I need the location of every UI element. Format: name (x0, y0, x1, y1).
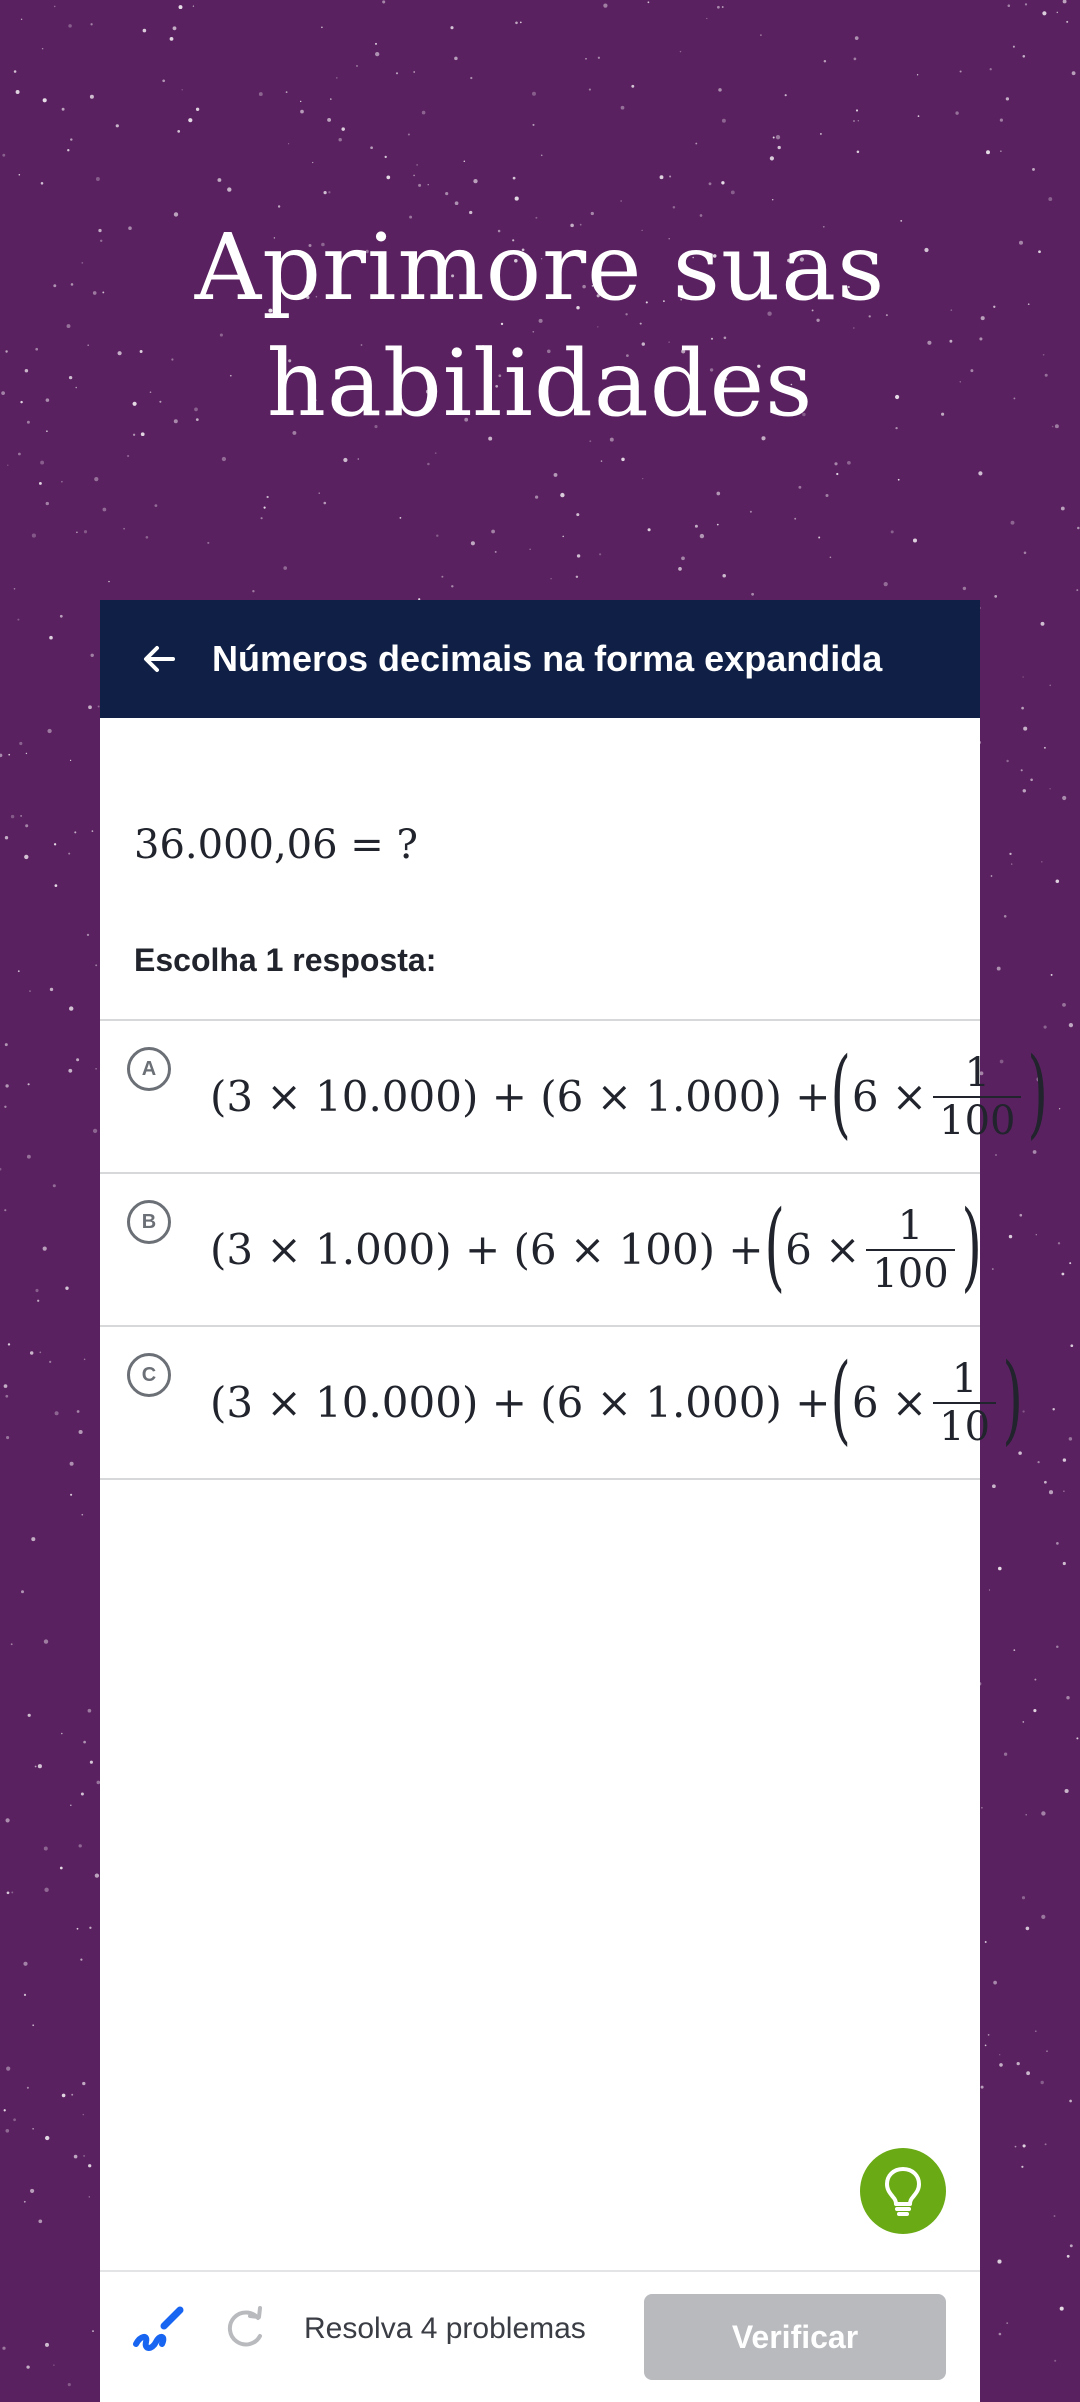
option-letter-a: A (127, 1047, 171, 1091)
answer-option-b[interactable] (100, 1174, 980, 1327)
option-b-open-paren: ( (764, 1189, 785, 1302)
back-arrow-icon (139, 639, 179, 679)
option-b-numerator: 1 (897, 1202, 924, 1249)
hero-title-line-1: Aprimore suas (194, 214, 886, 321)
option-a-close-paren: ) (1027, 1036, 1049, 1149)
answer-option-a[interactable] (100, 1021, 1049, 1174)
option-a-terms: (3 × 10.000) + (6 × 1.000) + (210, 1072, 831, 1121)
option-c-fraction (933, 1356, 996, 1450)
option-b-fraction (866, 1203, 954, 1297)
option-c-coefficient: 6 × (851, 1378, 928, 1427)
option-b-terms: (3 × 1.000) + (6 × 100) + (210, 1225, 764, 1274)
option-math-a (210, 1021, 1049, 1172)
option-b-coefficient: 6 × (785, 1225, 861, 1274)
option-c-denominator: 10 (933, 1402, 996, 1450)
option-letter-b: B (127, 1200, 171, 1244)
option-a-open-paren: ( (830, 1036, 852, 1149)
option-math-b (210, 1174, 982, 1325)
check-button[interactable]: Verificar (644, 2294, 946, 2380)
back-button[interactable] (136, 636, 182, 682)
lightbulb-icon (880, 2165, 926, 2217)
hint-button[interactable] (860, 2148, 946, 2234)
redo-icon[interactable] (220, 2304, 270, 2354)
option-a-coefficient: 6 × (851, 1072, 928, 1121)
option-a-numerator: 1 (964, 1049, 991, 1096)
option-math-c (210, 1327, 1023, 1478)
option-letter-c: C (127, 1353, 171, 1397)
option-a-denominator: 100 (933, 1096, 1021, 1144)
option-a-fraction (933, 1050, 1021, 1144)
option-c-open-paren: ( (830, 1342, 852, 1455)
exercise-title: Números decimais na forma expandida (212, 638, 883, 679)
hero-title-line-2: habilidades (266, 330, 814, 437)
answer-options (100, 1019, 1049, 1480)
question-text: 36.000,06 = ? (134, 822, 418, 868)
option-c-terms: (3 × 10.000) + (6 × 1.000) + (210, 1378, 831, 1427)
scratchpad-icon[interactable] (130, 2300, 188, 2358)
progress-text: Resolva 4 problemas (304, 2312, 586, 2345)
answer-option-c[interactable] (100, 1327, 1024, 1480)
exercise-header (100, 600, 980, 718)
instruction-text: Escolha 1 resposta: (134, 942, 437, 978)
exercise-footer (100, 2270, 980, 2402)
option-c-numerator: 1 (951, 1355, 978, 1402)
option-b-denominator: 100 (866, 1249, 954, 1297)
option-b-close-paren: ) (961, 1189, 982, 1302)
exercise-card (100, 600, 1049, 2400)
hero-title (0, 210, 1080, 442)
option-c-close-paren: ) (1002, 1342, 1024, 1455)
